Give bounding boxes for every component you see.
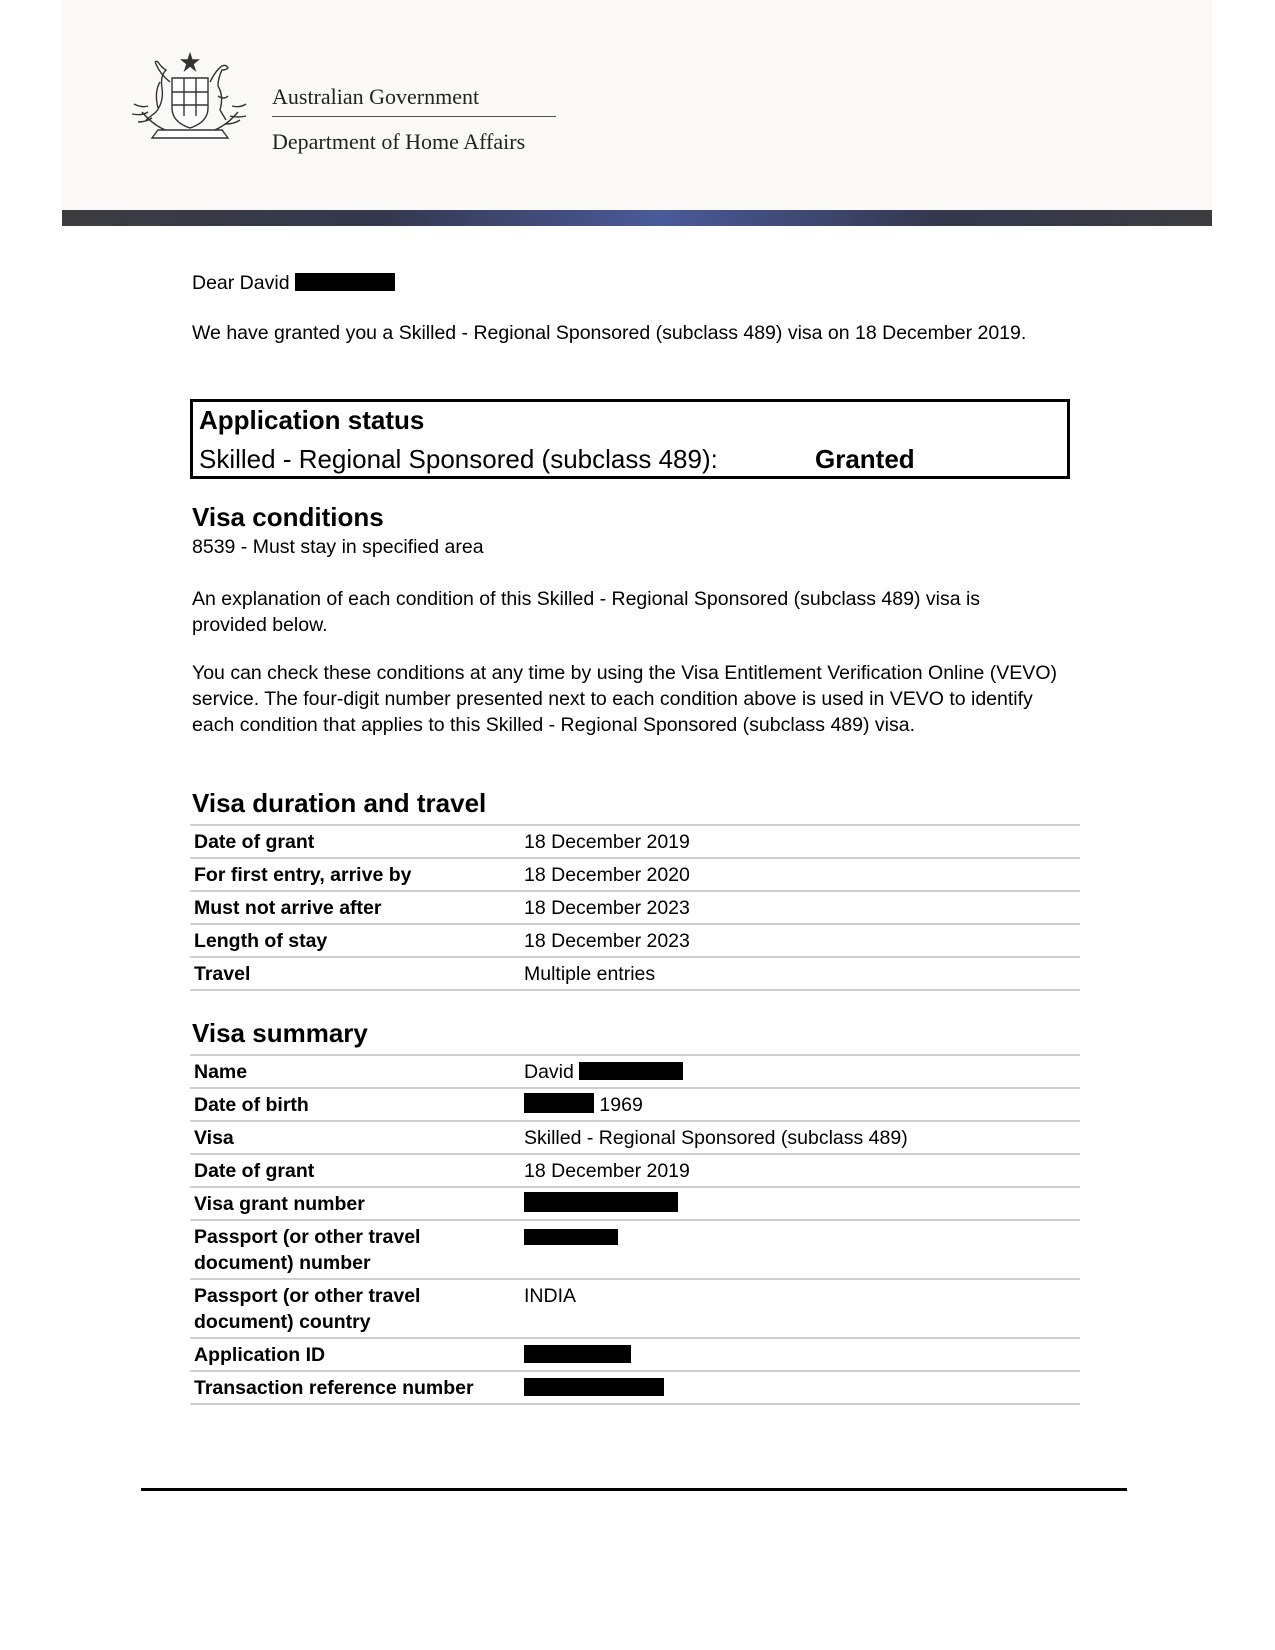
application-status-heading: Application status xyxy=(199,405,425,435)
visa-summary-heading: Visa summary xyxy=(192,1018,368,1048)
visa-duration-table xyxy=(190,824,1080,991)
row-label: Travel xyxy=(190,957,520,990)
redacted-passport-number xyxy=(524,1229,618,1245)
row-label: Length of stay xyxy=(190,924,520,957)
row-label: Application ID xyxy=(190,1338,520,1371)
redacted-birth-date xyxy=(524,1093,594,1113)
visa-conditions-heading: Visa conditions xyxy=(192,502,384,532)
conditions-explanation: An explanation of each condition of this Skilled - Regional Sponsored (subclass 489) visa is provided below. xyxy=(192,588,981,636)
row-value: 18 December 2020 xyxy=(520,858,1080,891)
row-label: Must not arrive after xyxy=(190,891,520,924)
table-row xyxy=(190,1220,1080,1279)
row-label: Transaction reference number xyxy=(190,1371,520,1404)
table-row xyxy=(190,957,1080,990)
row-label: Visa grant number xyxy=(190,1187,520,1220)
row-value-cell xyxy=(520,1187,1080,1220)
redacted-grant-number xyxy=(524,1192,678,1212)
department-name: Department of Home Affairs xyxy=(272,129,526,154)
table-row xyxy=(190,858,1080,891)
row-value: 18 December 2019 xyxy=(520,825,1080,858)
row-label: Date of grant xyxy=(190,825,520,858)
row-value: Multiple entries xyxy=(520,957,1080,990)
application-status-box xyxy=(190,399,1070,479)
table-row xyxy=(190,1279,1080,1338)
row-label: Name xyxy=(190,1055,520,1088)
row-value: Skilled - Regional Sponsored (subclass 489) xyxy=(520,1121,1080,1154)
salutation-text: Dear David xyxy=(192,272,290,294)
row-label: Visa xyxy=(190,1121,520,1154)
application-status-value: Granted xyxy=(815,444,915,474)
row-value: INDIA xyxy=(520,1279,1080,1338)
table-row xyxy=(190,1371,1080,1404)
table-row xyxy=(190,1121,1080,1154)
redacted-transaction-reference xyxy=(524,1378,664,1396)
government-name: Australian Government xyxy=(272,84,556,117)
coat-of-arms-icon xyxy=(122,52,258,156)
grant-intro: We have granted you a Skilled - Regional Sponsored (subclass 489) visa on 18 December 2019. xyxy=(192,322,1027,344)
table-row xyxy=(190,1187,1080,1220)
row-label: Date of birth xyxy=(190,1088,520,1121)
table-row xyxy=(190,1055,1080,1088)
row-label: For first entry, arrive by xyxy=(190,858,520,891)
table-row xyxy=(190,891,1080,924)
visa-summary-table xyxy=(190,1054,1080,1405)
row-value: 18 December 2023 xyxy=(520,891,1080,924)
row-label: Passport (or other travel document) country xyxy=(190,1279,520,1338)
table-row xyxy=(190,924,1080,957)
row-label: Passport (or other travel document) number xyxy=(190,1220,520,1279)
row-value: 18 December 2023 xyxy=(520,924,1080,957)
row-value-cell xyxy=(520,1371,1080,1404)
table-row xyxy=(190,1338,1080,1371)
footer-divider xyxy=(141,1488,1127,1491)
application-status-visa: Skilled - Regional Sponsored (subclass 489): xyxy=(199,444,718,474)
table-row xyxy=(190,1154,1080,1187)
table-row xyxy=(190,825,1080,858)
vevo-note: You can check these conditions at any time by using the Visa Entitlement Verification Online (VEVO) service. The four-digit number presented next to each condition above is used in VEVO to identify each condition that applies to this Skilled - Regional Sponsored (subclass 489) visa. xyxy=(192,662,1057,736)
redacted-application-id xyxy=(524,1345,631,1363)
visa-duration-heading: Visa duration and travel xyxy=(192,788,487,818)
row-value: 18 December 2019 xyxy=(520,1154,1080,1187)
table-row xyxy=(190,1088,1080,1121)
row-value-cell xyxy=(520,1338,1080,1371)
redacted-surname xyxy=(579,1062,683,1080)
row-value-cell xyxy=(520,1055,1080,1088)
row-value-cell xyxy=(520,1088,1080,1121)
row-value-cell xyxy=(520,1220,1080,1279)
visa-condition-item: 8539 - Must stay in specified area xyxy=(192,536,484,558)
row-value: David xyxy=(524,1061,574,1083)
row-label: Date of grant xyxy=(190,1154,520,1187)
redacted-surname xyxy=(295,273,395,291)
header-stripe xyxy=(62,210,1212,226)
row-value: 1969 xyxy=(599,1094,643,1116)
salutation xyxy=(192,270,1072,296)
